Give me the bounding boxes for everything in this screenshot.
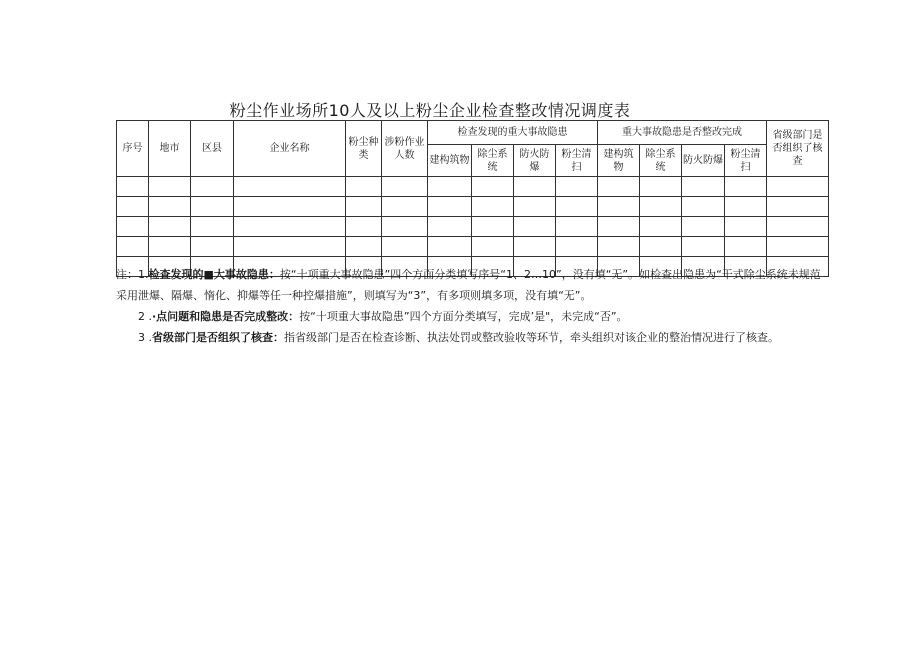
table-cell[interactable] bbox=[556, 217, 598, 237]
table-cell[interactable] bbox=[556, 177, 598, 197]
table-cell[interactable] bbox=[556, 197, 598, 217]
subheader-rectified-fire-explosion: 防火防爆 bbox=[682, 145, 725, 177]
subheader-found-buildings: 建构筑物 bbox=[428, 145, 472, 177]
table-cell[interactable] bbox=[598, 197, 640, 217]
table-cell[interactable] bbox=[382, 177, 428, 197]
table-cell[interactable] bbox=[428, 197, 472, 217]
table-cell[interactable] bbox=[514, 177, 556, 197]
table-cell[interactable] bbox=[640, 237, 682, 257]
header-dust-type: 粉尘种类 bbox=[346, 121, 382, 177]
table-cell[interactable] bbox=[598, 177, 640, 197]
table-cell[interactable] bbox=[346, 177, 382, 197]
table-cell[interactable] bbox=[382, 217, 428, 237]
table-cell[interactable] bbox=[382, 197, 428, 217]
table-cell[interactable] bbox=[149, 197, 191, 217]
table-cell[interactable] bbox=[682, 177, 725, 197]
table-cell[interactable] bbox=[428, 237, 472, 257]
table-row bbox=[117, 197, 829, 217]
table-cell[interactable] bbox=[191, 197, 234, 217]
page-title: 粉尘作业场所10人及以上粉尘企业检查整改情况调度表 bbox=[229, 101, 631, 120]
table-cell[interactable] bbox=[725, 177, 767, 197]
note-1-prefix: 注：1. bbox=[116, 268, 149, 281]
table-cell[interactable] bbox=[428, 217, 472, 237]
table-cell[interactable] bbox=[682, 217, 725, 237]
header-district: 区县 bbox=[191, 121, 234, 177]
table-cell[interactable] bbox=[117, 237, 149, 257]
notes-section bbox=[116, 264, 828, 348]
subheader-rectified-buildings: 建构筑物 bbox=[598, 145, 640, 177]
table-cell[interactable] bbox=[191, 237, 234, 257]
table-cell[interactable] bbox=[767, 217, 829, 237]
header-company: 企业名称 bbox=[234, 121, 346, 177]
header-provincial-review: 省级部门是否组织了核查 bbox=[767, 121, 829, 177]
table-cell[interactable] bbox=[640, 177, 682, 197]
table-cell[interactable] bbox=[640, 197, 682, 217]
table-cell[interactable] bbox=[556, 237, 598, 257]
table-cell[interactable] bbox=[514, 197, 556, 217]
table-cell[interactable] bbox=[346, 197, 382, 217]
table-cell[interactable] bbox=[117, 197, 149, 217]
header-workers: 涉粉作业人数 bbox=[382, 121, 428, 177]
inspection-table bbox=[116, 120, 829, 277]
table-cell[interactable] bbox=[725, 197, 767, 217]
note-3 bbox=[116, 327, 828, 348]
table-row bbox=[117, 217, 829, 237]
note-2-text: 按“十项重大事故隐患”四个方面分类填写，完成’是"，未完成“否”。 bbox=[299, 310, 628, 323]
table-cell[interactable] bbox=[725, 237, 767, 257]
header-city: 地市 bbox=[149, 121, 191, 177]
subheader-found-dust-cleaning: 粉尘清扫 bbox=[556, 145, 598, 177]
table-cell[interactable] bbox=[598, 217, 640, 237]
table-cell[interactable] bbox=[472, 217, 514, 237]
table-cell[interactable] bbox=[767, 237, 829, 257]
table-cell[interactable] bbox=[191, 177, 234, 197]
subheader-rectified-dust-cleaning: 粉尘清扫 bbox=[725, 145, 767, 177]
table-cell[interactable] bbox=[428, 177, 472, 197]
note-1 bbox=[116, 264, 828, 306]
table-cell[interactable] bbox=[682, 237, 725, 257]
table-row bbox=[117, 237, 829, 257]
table-cell[interactable] bbox=[514, 217, 556, 237]
header-group-found: 检查发现的重大事故隐患 bbox=[428, 121, 598, 145]
header-seq: 序号 bbox=[117, 121, 149, 177]
note-1-heading: 检查发现的■大事故隐患： bbox=[148, 268, 280, 281]
subheader-rectified-dust-removal: 除尘系统 bbox=[640, 145, 682, 177]
note-2-prefix: 2 . bbox=[138, 310, 152, 323]
table-cell[interactable] bbox=[346, 237, 382, 257]
header-group-rectified: 重大事故隐患是否整改完成 bbox=[598, 121, 767, 145]
table-cell[interactable] bbox=[640, 217, 682, 237]
note-2-heading: ·点问题和隐患是否完成整改： bbox=[152, 310, 300, 323]
table-cell[interactable] bbox=[149, 217, 191, 237]
note-3-text: 指省级部门是否在检查诊断、执法处罚或整改验收等环节，牵头组织对该企业的整治情况进行了核查。 bbox=[284, 331, 779, 344]
note-3-prefix: 3 . bbox=[138, 331, 152, 344]
table-cell[interactable] bbox=[346, 217, 382, 237]
note-2 bbox=[116, 306, 828, 327]
table-cell[interactable] bbox=[234, 237, 346, 257]
table-cell[interactable] bbox=[514, 237, 556, 257]
table-cell[interactable] bbox=[191, 217, 234, 237]
note-1-text: 按“十项重大事故隐患”四个方面分类填写序号“1、2…10”，没有填“无”。如检查出隐患为“干式除尘系统未规范采用泄爆、隔爆、惰化、抑爆等任一种控爆措施”，则填写为“3”，有多项则填多项，没有填“无”。 bbox=[116, 268, 821, 302]
table-cell[interactable] bbox=[234, 177, 346, 197]
subheader-found-dust-removal: 除尘系统 bbox=[472, 145, 514, 177]
table-cell[interactable] bbox=[472, 177, 514, 197]
table-cell[interactable] bbox=[117, 217, 149, 237]
table-cell[interactable] bbox=[234, 217, 346, 237]
table-cell[interactable] bbox=[682, 197, 725, 217]
table-cell[interactable] bbox=[767, 197, 829, 217]
table-cell[interactable] bbox=[382, 237, 428, 257]
table-cell[interactable] bbox=[149, 177, 191, 197]
subheader-found-fire-explosion: 防火防爆 bbox=[514, 145, 556, 177]
note-3-heading: 省级部门是否组织了核查： bbox=[152, 331, 284, 344]
table-cell[interactable] bbox=[149, 237, 191, 257]
table-cell[interactable] bbox=[117, 177, 149, 197]
table-cell[interactable] bbox=[767, 177, 829, 197]
table-cell[interactable] bbox=[472, 197, 514, 217]
table-cell[interactable] bbox=[472, 237, 514, 257]
table-cell[interactable] bbox=[234, 197, 346, 217]
table-cell[interactable] bbox=[725, 217, 767, 237]
table-cell[interactable] bbox=[598, 237, 640, 257]
table-row bbox=[117, 177, 829, 197]
